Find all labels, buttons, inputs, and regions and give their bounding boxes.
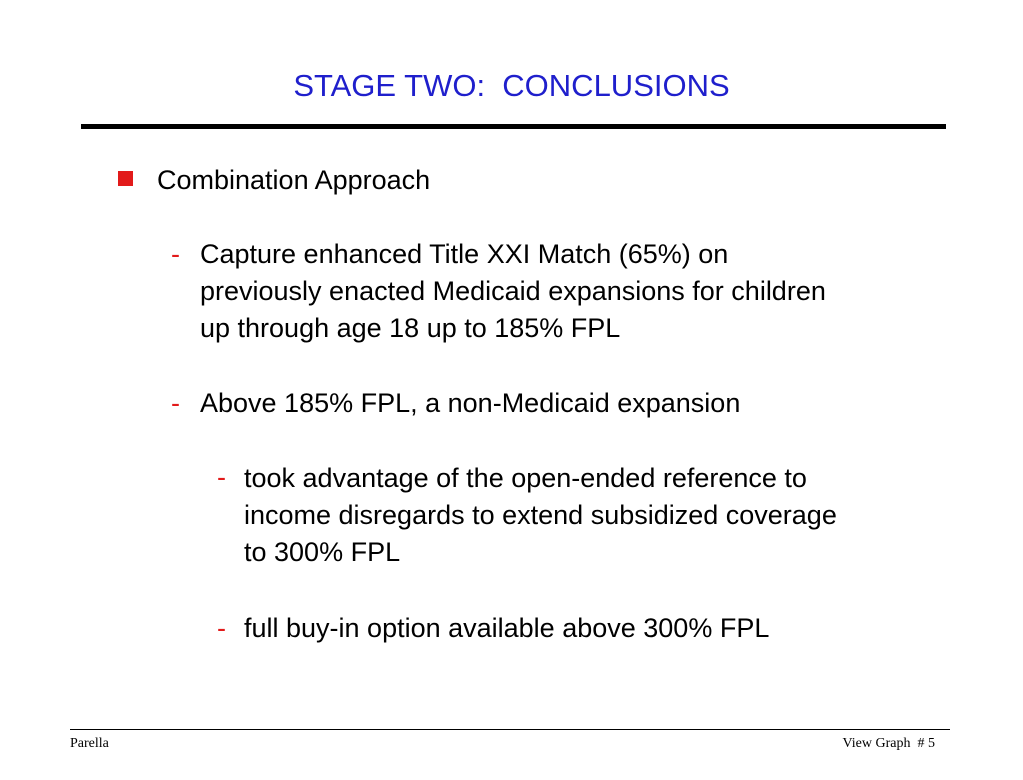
text-line: took advantage of the open-ended reference to	[244, 463, 807, 493]
sub-sub-bullet-income-disregards	[244, 460, 837, 571]
dash-bullet-icon: -	[217, 613, 226, 643]
text-line: income disregards to extend subsidized coverage	[244, 500, 837, 530]
title-divider	[81, 124, 946, 129]
text-line: up through age 18 up to 185% FPL	[200, 313, 621, 343]
dash-bullet-icon: -	[171, 239, 180, 269]
footer-author: Parella	[70, 736, 109, 751]
footer-page-label: View Graph # 5	[842, 736, 935, 751]
text-line: to 300% FPL	[244, 537, 401, 567]
sub-bullet-title-xxi-match	[200, 236, 826, 347]
square-bullet-icon	[118, 171, 133, 186]
text-line: Capture enhanced Title XXI Match (65%) on	[200, 239, 729, 269]
dash-bullet-icon: -	[171, 388, 180, 418]
sub-bullet-non-medicaid-expansion	[200, 385, 740, 422]
text-line: previously enacted Medicaid expansions for children	[200, 276, 826, 306]
text-line: full buy-in option available above 300% FPL	[244, 613, 770, 643]
bullet-combination-approach: Combination Approach	[157, 165, 431, 195]
page-title: STAGE TWO: CONCLUSIONS	[293, 68, 730, 103]
text-line: Above 185% FPL, a non-Medicaid expansion	[200, 388, 741, 418]
dash-bullet-icon: -	[217, 462, 226, 492]
footer-divider	[70, 729, 950, 730]
sub-sub-bullet-full-buy-in	[244, 610, 769, 647]
